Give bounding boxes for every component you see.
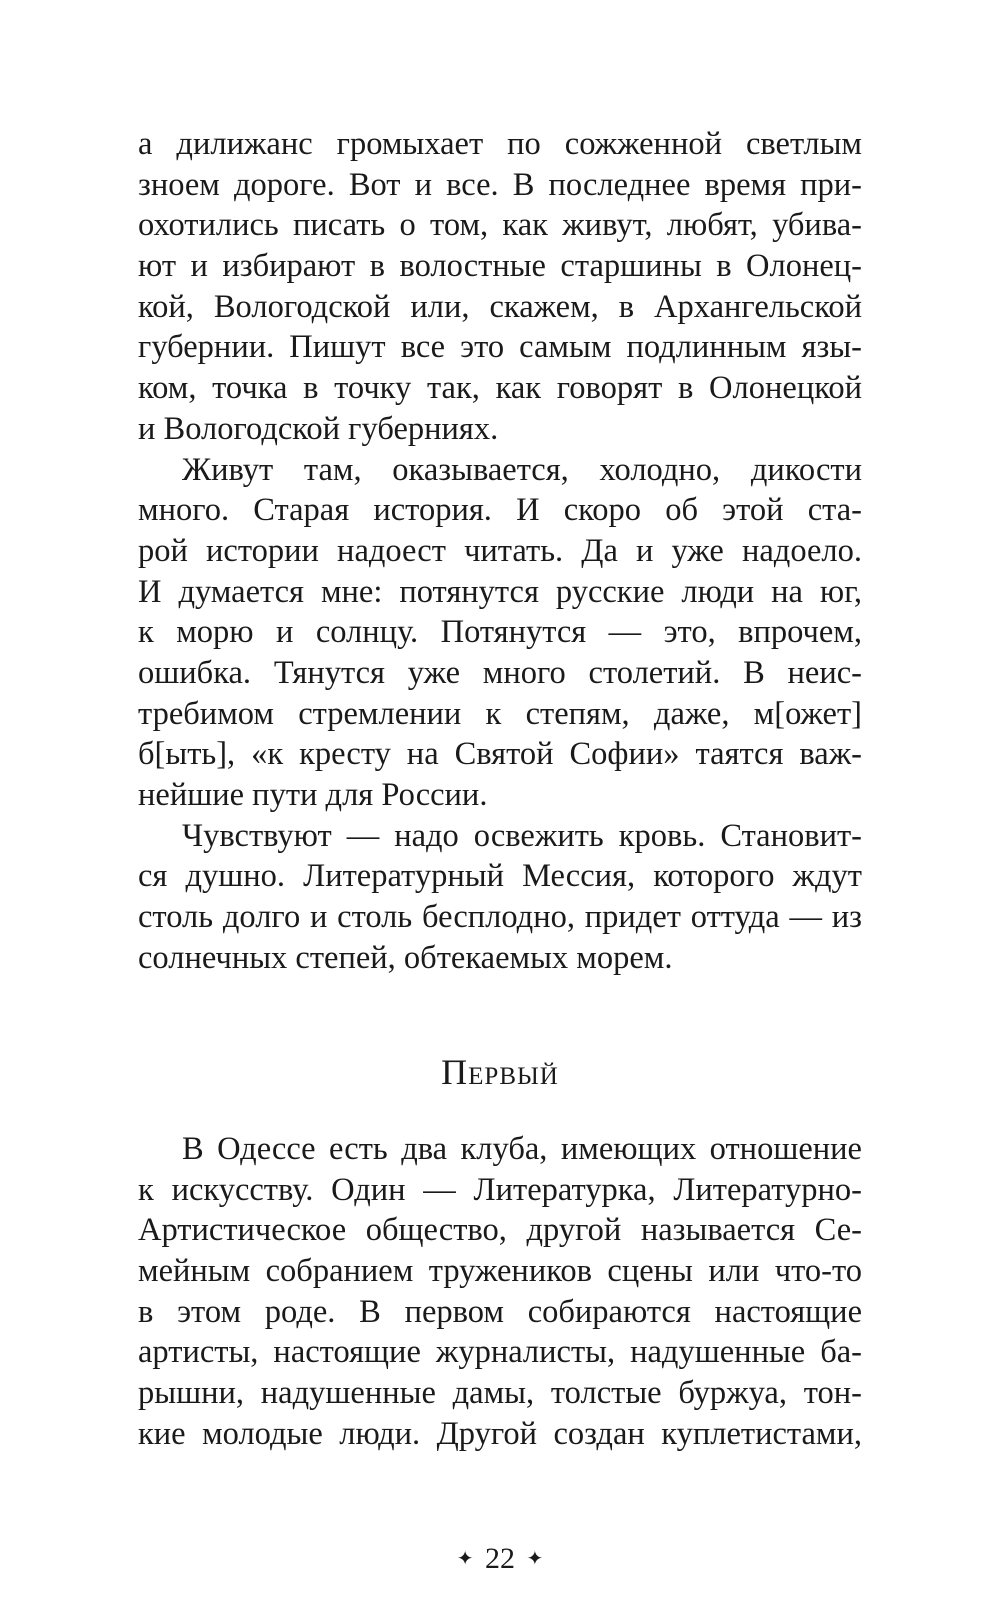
text-line: ся душно. Литературный Мессия, которого ждут [138,858,862,895]
text-line: и Вологодской губерниях. [138,410,499,447]
ornament-right-icon: ✦ [526,1548,544,1570]
text-line: охотились писать о том, как живут, любят, убива- [138,207,862,244]
text-line: к искусству. Один — Литературка, Литературно- [138,1171,862,1208]
text-line: мейным собранием тружеников сцены или что-то [138,1253,862,1290]
section-heading: Первый [441,1052,559,1092]
ornament-left-icon: ✦ [456,1548,474,1570]
text-line: нейшие пути для России. [138,777,488,813]
body-text-top [138,124,862,978]
text-line: губернии. Пишут все это самым подлинным язы- [138,329,862,366]
text-line: ют и избирают в волостные старшины в Олонец- [138,248,862,285]
text-line: ошибка. Тянутся уже много столетий. В неис- [138,654,862,691]
page-number-value: 22 [485,1542,515,1575]
text-line: Артистическое общество, другой называется Се- [138,1212,862,1249]
text-line: б[ыть], «к кресту на Святой Софии» таятся важ- [138,736,862,773]
text-line: Живут там, оказывается, холодно, дикости [182,451,862,488]
text-line: И думается мне: потянутся русские люди на юг, [138,573,862,610]
text-line: а дилижанс громыхает по сожженной светлым [138,126,862,162]
text-line: артисты, настоящие журналисты, надушенные ба- [138,1334,862,1371]
paragraph [138,450,862,816]
text-line: кие молодые люди. Другой создан куплетистами, [138,1415,862,1452]
page-number [0,1539,1000,1579]
text-line: зноем дороге. Вот и все. В последнее время при- [138,166,862,203]
text-line: кой, Вологодской или, скажем, в Архангельской [138,288,862,325]
paragraph [138,816,862,979]
text-line: требимом стремлении к степям, даже, м[ожет] [138,695,862,732]
text-line: солнечных степей, обтекаемых морем. [138,939,673,976]
paragraph [138,1129,862,1455]
text-line: много. Старая история. И скоро об этой ста- [138,492,862,529]
text-line: рой истории надоест читать. Да и уже надоело. [138,532,862,569]
text-line: В Одессе есть два клуба, имеющих отношение [182,1131,862,1167]
text-line: Чувствуют — надо освежить кровь. Становит- [182,817,862,854]
text-line: к морю и солнцу. Потянутся — это, впрочем, [138,614,862,651]
paragraph [138,124,862,450]
text-line: столь долго и столь бесплодно, придет оттуда — из [138,899,862,936]
body-text-bottom [138,1129,862,1455]
text-line: в этом роде. В первом собираются настоящие [138,1293,862,1330]
text-line: ком, точка в точку так, как говорят в Олонецкой [138,370,862,407]
text-line: рышни, надушенные дамы, толстые буржуа, тон- [138,1375,862,1412]
